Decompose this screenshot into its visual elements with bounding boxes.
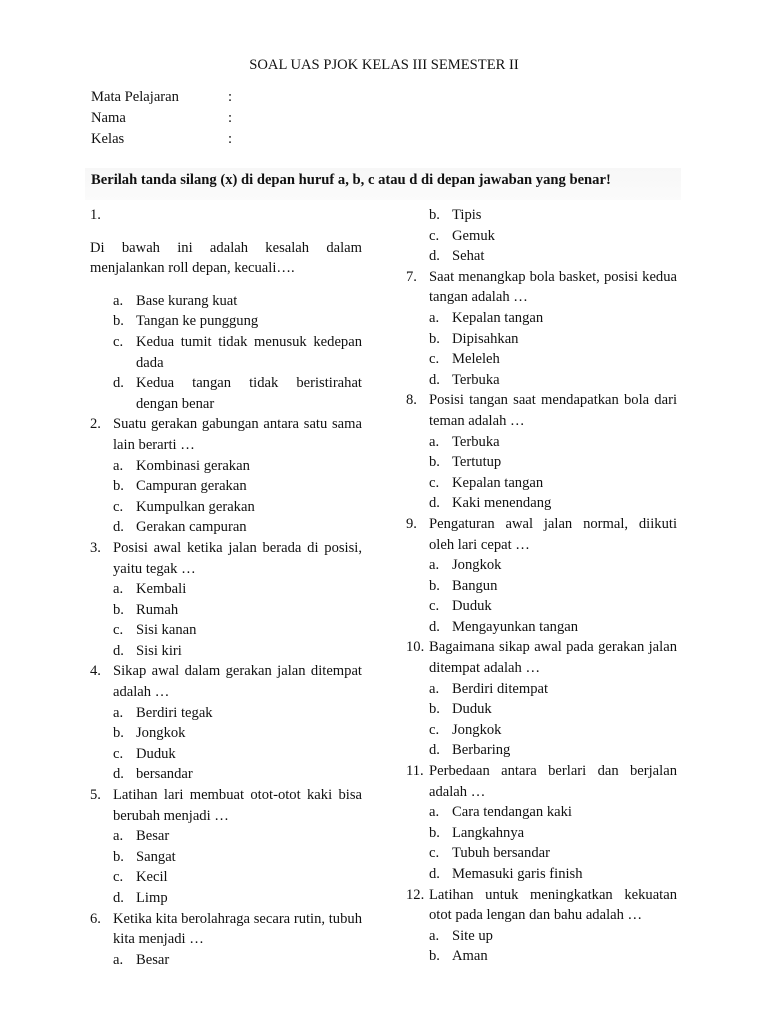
question-number: 2. xyxy=(90,416,101,433)
question-text: Latihan lari membuat otot-otot kaki bisa berubah menjadi … xyxy=(113,787,362,824)
question-text: Latihan untuk meningkatkan kekuatan otot pada lengan dan bahu adalah … xyxy=(429,886,677,924)
question-row xyxy=(406,514,677,555)
option-letter: c. xyxy=(113,622,124,639)
option-text: Sisi kiri xyxy=(136,642,182,659)
option-letter: b. xyxy=(429,824,440,841)
option-text: Jongkok xyxy=(136,725,186,742)
option-text: Sisi kanan xyxy=(136,622,197,639)
answer-option xyxy=(406,679,677,700)
option-letter: d. xyxy=(429,742,440,759)
option-letter: d. xyxy=(429,618,440,635)
option-text: Aman xyxy=(452,948,488,965)
question-text: Sikap awal dalam gerakan jalan ditempat adalah … xyxy=(113,663,362,701)
option-letter: a. xyxy=(429,309,440,326)
option-text: Berdiri ditempat xyxy=(452,680,549,697)
question-block xyxy=(90,909,362,971)
question-number: 3. xyxy=(90,539,101,556)
answer-option xyxy=(406,864,677,885)
question-number: 1. xyxy=(90,207,101,223)
option-text: Sangat xyxy=(136,848,176,865)
option-text: Sehat xyxy=(452,248,485,265)
question-number: 11. xyxy=(406,763,424,780)
option-text: Kaki menendang xyxy=(452,495,552,512)
answer-option xyxy=(406,370,677,391)
document-title: SOAL UAS PJOK KELAS III SEMESTER II xyxy=(249,57,519,73)
question-number: 5. xyxy=(90,787,101,804)
answer-option xyxy=(406,843,677,864)
answer-option xyxy=(90,311,362,332)
info-label: Mata Pelajaran xyxy=(91,89,179,105)
question-block xyxy=(90,785,362,909)
option-text: Site up xyxy=(452,927,493,944)
question-1-number-row xyxy=(90,205,362,226)
answer-option xyxy=(406,699,677,720)
option-text: Mengayunkan tangan xyxy=(452,618,579,635)
question-row xyxy=(406,885,677,926)
option-text: Duduk xyxy=(452,701,492,718)
option-letter: b. xyxy=(429,454,440,471)
option-text: Bangun xyxy=(452,577,498,594)
option-letter: b. xyxy=(429,330,440,347)
question-block xyxy=(90,414,362,538)
question-block xyxy=(406,885,677,967)
question-block xyxy=(406,761,677,885)
instruction-text: Berilah tanda silang (x) di depan huruf a, b, c atau d di depan jawaban yang benar! xyxy=(85,168,681,200)
option-letter: c. xyxy=(113,333,124,350)
answer-option xyxy=(406,617,677,638)
answer-option xyxy=(406,308,677,329)
question-number: 12. xyxy=(406,886,425,903)
option-letter: a. xyxy=(113,828,124,845)
option-letter: c. xyxy=(113,869,124,886)
left-question-list xyxy=(90,414,362,970)
question-row xyxy=(406,761,677,802)
question-text: Posisi tangan saat mendapatkan bola dari teman adalah … xyxy=(429,392,677,429)
answer-option xyxy=(406,452,677,473)
option-text: Duduk xyxy=(452,598,492,615)
question-row xyxy=(90,414,362,455)
option-letter: d. xyxy=(113,642,124,659)
right-column xyxy=(406,205,677,967)
answer-option xyxy=(406,329,677,350)
option-letter: a. xyxy=(113,951,124,968)
option-text: Tertutup xyxy=(452,454,502,471)
question-block xyxy=(90,538,362,662)
answer-option xyxy=(406,946,677,967)
question-row xyxy=(90,538,362,579)
question-row xyxy=(90,785,362,826)
option-text: Terbuka xyxy=(452,433,500,450)
option-letter: c. xyxy=(113,745,124,762)
option-letter: d. xyxy=(113,519,124,536)
answer-option xyxy=(90,847,362,868)
question-block xyxy=(406,514,677,638)
answer-option xyxy=(406,596,677,617)
option-text: Kepalan tangan xyxy=(452,474,544,491)
option-letter: a. xyxy=(113,704,124,721)
option-letter: b. xyxy=(429,577,440,594)
answer-option xyxy=(406,493,677,514)
question-text: Ketika kita berolahraga secara rutin, tubuh kita menjadi … xyxy=(113,910,362,948)
option-letter: c. xyxy=(429,721,440,738)
answer-option xyxy=(406,823,677,844)
question-block xyxy=(406,390,677,514)
option-letter: d. xyxy=(113,375,124,392)
answer-option xyxy=(90,332,362,373)
option-letter: a. xyxy=(429,557,440,574)
option-text: Tipis xyxy=(452,207,482,223)
option-text: Berbaring xyxy=(452,742,511,759)
question-row xyxy=(90,909,362,950)
option-text: Kumpulkan gerakan xyxy=(136,498,255,515)
option-letter: d. xyxy=(429,248,440,265)
question-6-continued-options xyxy=(406,205,677,267)
option-text: Base kurang kuat xyxy=(136,292,238,309)
answer-option xyxy=(90,456,362,477)
option-letter: b. xyxy=(429,701,440,718)
option-letter: a. xyxy=(113,581,124,598)
option-text: bersandar xyxy=(136,766,193,783)
answer-option xyxy=(406,226,677,247)
option-text: Duduk xyxy=(136,745,176,762)
question-number: 10. xyxy=(406,639,425,656)
answer-option xyxy=(90,641,362,662)
question-1-text: Di bawah ini adalah kesalah dalam menjalankan roll depan, kecuali…. xyxy=(90,239,362,277)
question-number: 8. xyxy=(406,392,417,409)
answer-option xyxy=(90,723,362,744)
option-letter: a. xyxy=(113,292,124,309)
question-block xyxy=(90,661,362,785)
info-colon: : xyxy=(228,110,233,126)
option-text: Campuran gerakan xyxy=(136,478,247,495)
question-row xyxy=(90,661,362,702)
info-colon: : xyxy=(228,131,233,147)
question-row xyxy=(406,267,677,308)
answer-option xyxy=(406,205,677,226)
answer-option xyxy=(406,802,677,823)
option-text: Kecil xyxy=(136,869,168,886)
option-text: Besar xyxy=(136,828,170,845)
option-text: Kedua tangan tidak beristirahat dengan benar xyxy=(136,375,362,412)
option-text: Gerakan campuran xyxy=(136,519,247,536)
answer-option xyxy=(90,600,362,621)
answer-option xyxy=(406,926,677,947)
option-letter: c. xyxy=(113,498,124,515)
answer-option xyxy=(90,744,362,765)
option-letter: a. xyxy=(429,433,440,450)
answer-option xyxy=(406,576,677,597)
option-letter: b. xyxy=(429,207,440,223)
question-row xyxy=(406,637,677,678)
option-text: Dipisahkan xyxy=(452,330,519,347)
question-number: 4. xyxy=(90,663,101,680)
answer-option xyxy=(90,703,362,724)
option-text: Berdiri tegak xyxy=(136,704,213,721)
answer-option xyxy=(406,740,677,761)
option-letter: c. xyxy=(429,845,440,862)
option-text: Tubuh bersandar xyxy=(452,845,550,862)
option-letter: d. xyxy=(113,766,124,783)
option-letter: c. xyxy=(429,598,440,615)
question-text: Bagaimana sikap awal pada gerakan jalan ditempat adalah … xyxy=(429,639,677,677)
answer-option xyxy=(90,497,362,518)
question-number: 9. xyxy=(406,515,417,532)
option-text: Kombinasi gerakan xyxy=(136,457,250,474)
question-text: Posisi awal ketika jalan berada di posisi, yaitu tegak … xyxy=(113,539,362,577)
answer-option xyxy=(90,888,362,909)
option-text: Kembali xyxy=(136,581,187,598)
right-question-list xyxy=(406,267,677,967)
question-block xyxy=(406,637,677,761)
info-colon: : xyxy=(228,89,233,105)
option-text: Terbuka xyxy=(452,371,500,388)
option-text: Gemuk xyxy=(452,227,495,244)
option-text: Cara tendangan kaki xyxy=(452,804,572,821)
option-letter: b. xyxy=(113,478,124,495)
option-text: Limp xyxy=(136,890,168,906)
option-text: Memasuki garis finish xyxy=(452,866,583,882)
answer-option xyxy=(90,867,362,888)
option-letter: a. xyxy=(429,680,440,697)
option-text: Besar xyxy=(136,951,170,968)
option-text: Langkahnya xyxy=(452,824,525,841)
question-text: Suatu gerakan gabungan antara satu sama lain berarti … xyxy=(113,416,362,453)
answer-option xyxy=(406,246,677,267)
question-row xyxy=(406,390,677,431)
answer-option xyxy=(90,579,362,600)
option-letter: b. xyxy=(113,725,124,742)
option-letter: a. xyxy=(113,457,124,474)
answer-option xyxy=(90,950,362,971)
answer-option xyxy=(90,517,362,538)
answer-option xyxy=(90,826,362,847)
answer-option xyxy=(90,476,362,497)
info-row-subject xyxy=(91,87,232,108)
answer-option xyxy=(90,764,362,785)
info-label: Nama xyxy=(91,110,126,126)
answer-option xyxy=(406,720,677,741)
option-letter: c. xyxy=(429,227,440,244)
answer-option xyxy=(406,432,677,453)
question-block xyxy=(406,267,677,391)
option-letter: c. xyxy=(429,351,440,368)
info-label: Kelas xyxy=(91,131,125,147)
info-row-class xyxy=(91,129,232,150)
option-letter: d. xyxy=(429,866,440,882)
option-letter: c. xyxy=(429,474,440,491)
option-letter: b. xyxy=(113,601,124,618)
option-text: Rumah xyxy=(136,601,179,618)
answer-option xyxy=(90,291,362,312)
answer-option xyxy=(90,620,362,641)
question-number: 7. xyxy=(406,268,417,285)
option-letter: d. xyxy=(113,890,124,906)
option-letter: a. xyxy=(429,927,440,944)
question-1-options xyxy=(90,291,362,415)
answer-option xyxy=(406,555,677,576)
question-number: 6. xyxy=(90,910,101,927)
question-text: Perbedaan antara berlari dan berjalan adalah … xyxy=(429,763,677,800)
option-text: Meleleh xyxy=(452,351,500,368)
option-text: Jongkok xyxy=(452,721,502,738)
answer-option xyxy=(406,473,677,494)
question-text: Saat menangkap bola basket, posisi kedua tangan adalah … xyxy=(429,268,677,306)
question-text: Pengaturan awal jalan normal, diikuti oleh lari cepat … xyxy=(429,515,677,553)
info-row-name xyxy=(91,108,232,129)
answer-option xyxy=(90,373,362,414)
option-text: Kedua tumit tidak menusuk kedepan dada xyxy=(136,333,362,371)
option-letter: d. xyxy=(429,495,440,512)
answer-option xyxy=(406,349,677,370)
option-text: Jongkok xyxy=(452,557,502,574)
option-text: Kepalan tangan xyxy=(452,309,544,326)
option-text: Tangan ke punggung xyxy=(136,313,259,330)
option-letter: b. xyxy=(113,313,124,330)
left-column xyxy=(90,205,362,970)
option-letter: b. xyxy=(429,948,440,965)
option-letter: d. xyxy=(429,371,440,388)
option-letter: a. xyxy=(429,804,440,821)
option-letter: b. xyxy=(113,848,124,865)
